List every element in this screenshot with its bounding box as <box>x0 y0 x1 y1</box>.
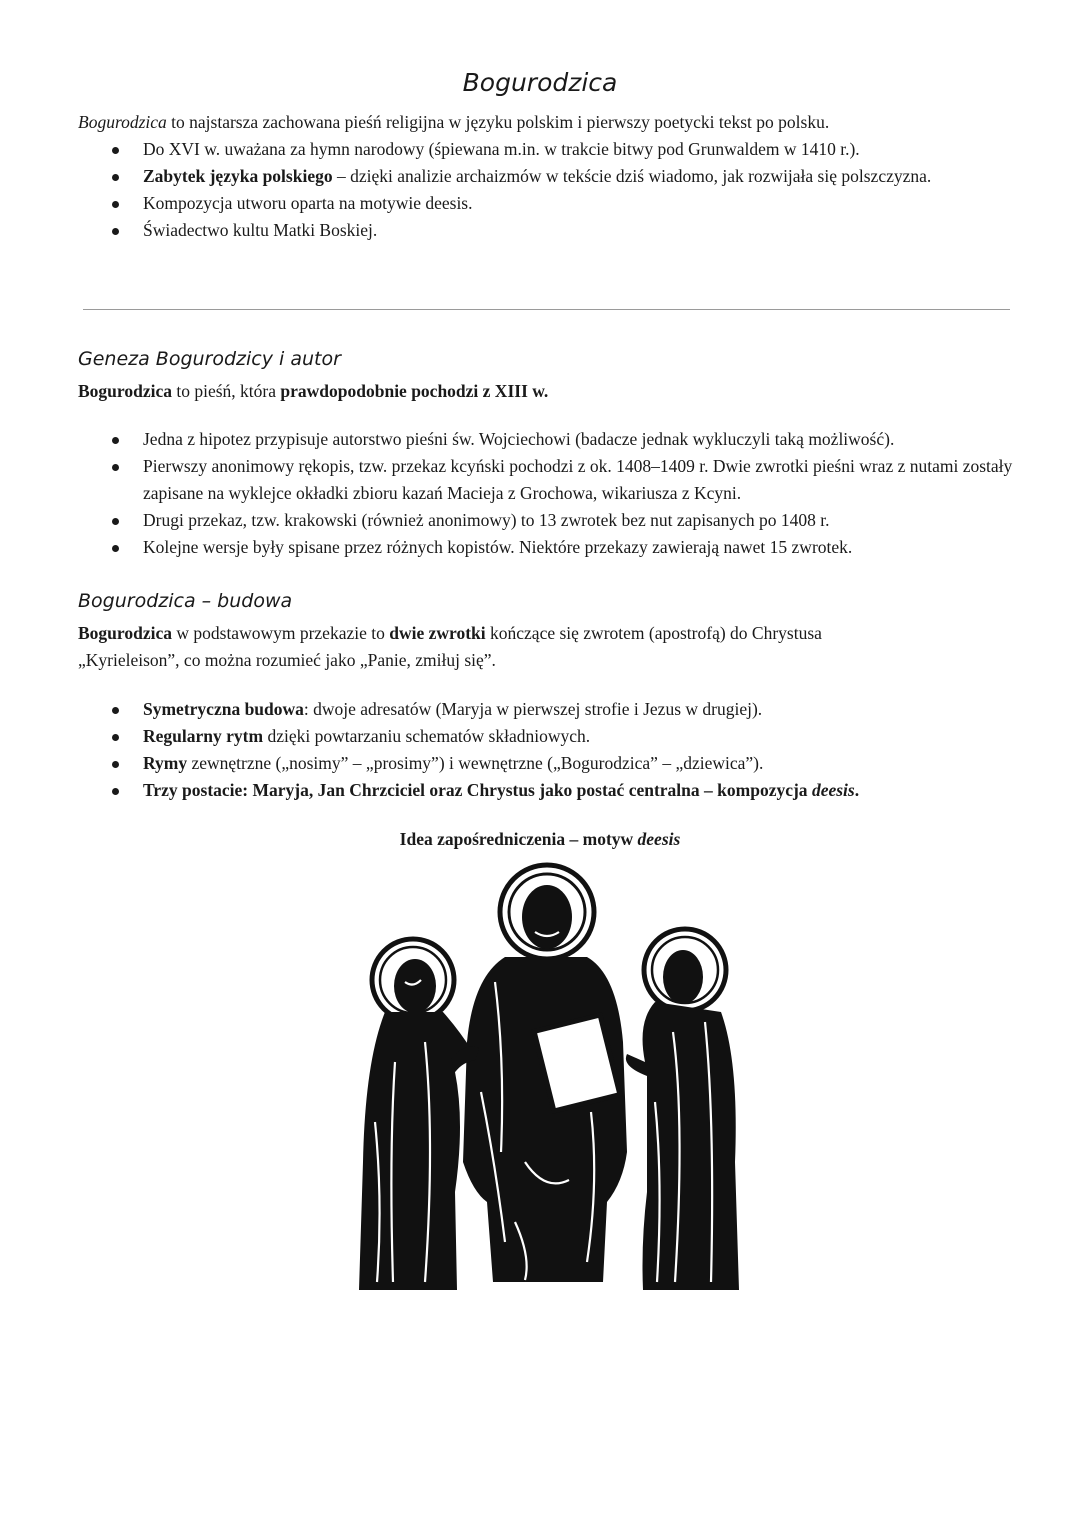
list-item <box>0 777 1080 804</box>
structure-lead-bold: Bogurodzica <box>78 623 172 643</box>
structure-paragraph-line2: „Kyrieleison”, co można rozumieć jako „Panie, zmiłuj się”. <box>78 650 496 670</box>
list-item <box>0 217 1080 244</box>
list-item <box>0 723 1080 750</box>
list-item-bold: Regularny rytm <box>143 726 264 746</box>
list-item <box>0 163 1080 190</box>
list-item-text: Kompozycja utworu oparta na motywie deesis. <box>143 193 473 213</box>
john-body <box>626 1002 739 1290</box>
list-item-italic: deesis <box>811 780 855 800</box>
page-title: Bogurodzica <box>462 68 618 97</box>
intro-lead-title: Bogurodzica <box>78 112 167 132</box>
deesis-icon-illustration <box>355 862 745 1292</box>
list-item-text: dzięki powtarzaniu schematów składniowych. <box>263 726 591 746</box>
genesis-heading: Geneza Bogurodzicy i autor <box>78 348 341 370</box>
structure-paragraph-line1 <box>78 620 822 647</box>
caption-italic: deesis <box>637 829 681 849</box>
christ-head <box>522 885 572 949</box>
mary-head <box>394 959 436 1013</box>
list-item-bold: Rymy <box>143 753 188 773</box>
list-item-text: Drugi przekaz, tzw. krakowski (również anonimowy) to 13 zwrotek bez nut zapisanych po 1408 r. <box>143 510 830 530</box>
list-item-text: Kolejne wersje były spisane przez różnych kopistów. Niektóre przekazy zawierają nawet 15 zwrotek. <box>143 537 853 557</box>
list-item-text: – dzięki analizie archaizmów w tekście dziś wiadomo, jak rozwijała się polszczyzna. <box>332 166 932 186</box>
list-item-text: Jedna z hipotez przypisuje autorstwo pieśni św. Wojciechowi (badacze jednak wykluczyli taką możliwość). <box>143 429 895 449</box>
christ-body <box>463 957 627 1282</box>
list-item-bold: Zabytek języka polskiego <box>143 166 333 186</box>
genesis-lead-bold2: prawdopodobnie pochodzi z XIII w. <box>280 381 549 401</box>
structure-lead-bold2: dwie zwrotki <box>389 623 486 643</box>
list-item-text: Pierwszy anonimowy rękopis, tzw. przekaz kcyński pochodzi z ok. 1408–1409 r. Dwie zwrotki pieśni wraz z nutami zostały zapisane na wyklejce okładki zbioru kazań Macieja z Grochowa, wikariusza z Kcyni. <box>143 456 1013 503</box>
figure-caption <box>0 829 1080 850</box>
structure-lead-text: w podstawowym przekazie to <box>172 623 390 643</box>
list-item-bold: Trzy postacie: Maryja, Jan Chrzciciel oraz Chrystus jako postać centralna – kompozycja <box>143 780 812 800</box>
list-item-text: zewnętrzne („nosimy” – „prosimy”) i wewnętrzne („Bogurodzica” – „dziewica”). <box>187 753 764 773</box>
structure-heading: Bogurodzica – budowa <box>78 590 293 612</box>
list-item <box>0 507 1080 534</box>
genesis-lead-text: to pieśń, która <box>172 381 281 401</box>
intro-paragraph <box>78 109 829 136</box>
list-item <box>0 136 1080 163</box>
intro-lead-text: to najstarsza zachowana pieśń religijna w języku polskim i pierwszy poetycki tekst po polsku. <box>166 112 830 132</box>
structure-bullet-list <box>0 696 1080 804</box>
list-item <box>0 190 1080 217</box>
list-item <box>0 453 1080 507</box>
list-item-text: Świadectwo kultu Matki Boskiej. <box>143 220 378 240</box>
list-item <box>0 696 1080 723</box>
genesis-lead-bold: Bogurodzica <box>78 381 172 401</box>
genesis-paragraph <box>78 378 548 405</box>
deesis-figures-icon <box>355 862 745 1292</box>
list-item <box>0 426 1080 453</box>
structure-lead-rest: kończące się zwrotem (apostrofą) do Chrystusa <box>485 623 822 643</box>
section-divider <box>83 309 1010 310</box>
list-item <box>0 750 1080 777</box>
john-head <box>663 950 703 1004</box>
genesis-bullet-list <box>0 426 1080 561</box>
list-item-end: . <box>854 780 860 800</box>
intro-bullet-list <box>0 136 1080 244</box>
list-item-text: Do XVI w. uważana za hymn narodowy (śpiewana m.in. w trakcie bitwy pod Grunwaldem w 1410 r.). <box>143 139 860 159</box>
caption-text: Idea zapośredniczenia – motyw <box>399 829 638 849</box>
list-item <box>0 534 1080 561</box>
list-item-text: : dwoje adresatów (Maryja w pierwszej strofie i Jezus w drugiej). <box>303 699 763 719</box>
list-item-bold: Symetryczna budowa <box>143 699 304 719</box>
